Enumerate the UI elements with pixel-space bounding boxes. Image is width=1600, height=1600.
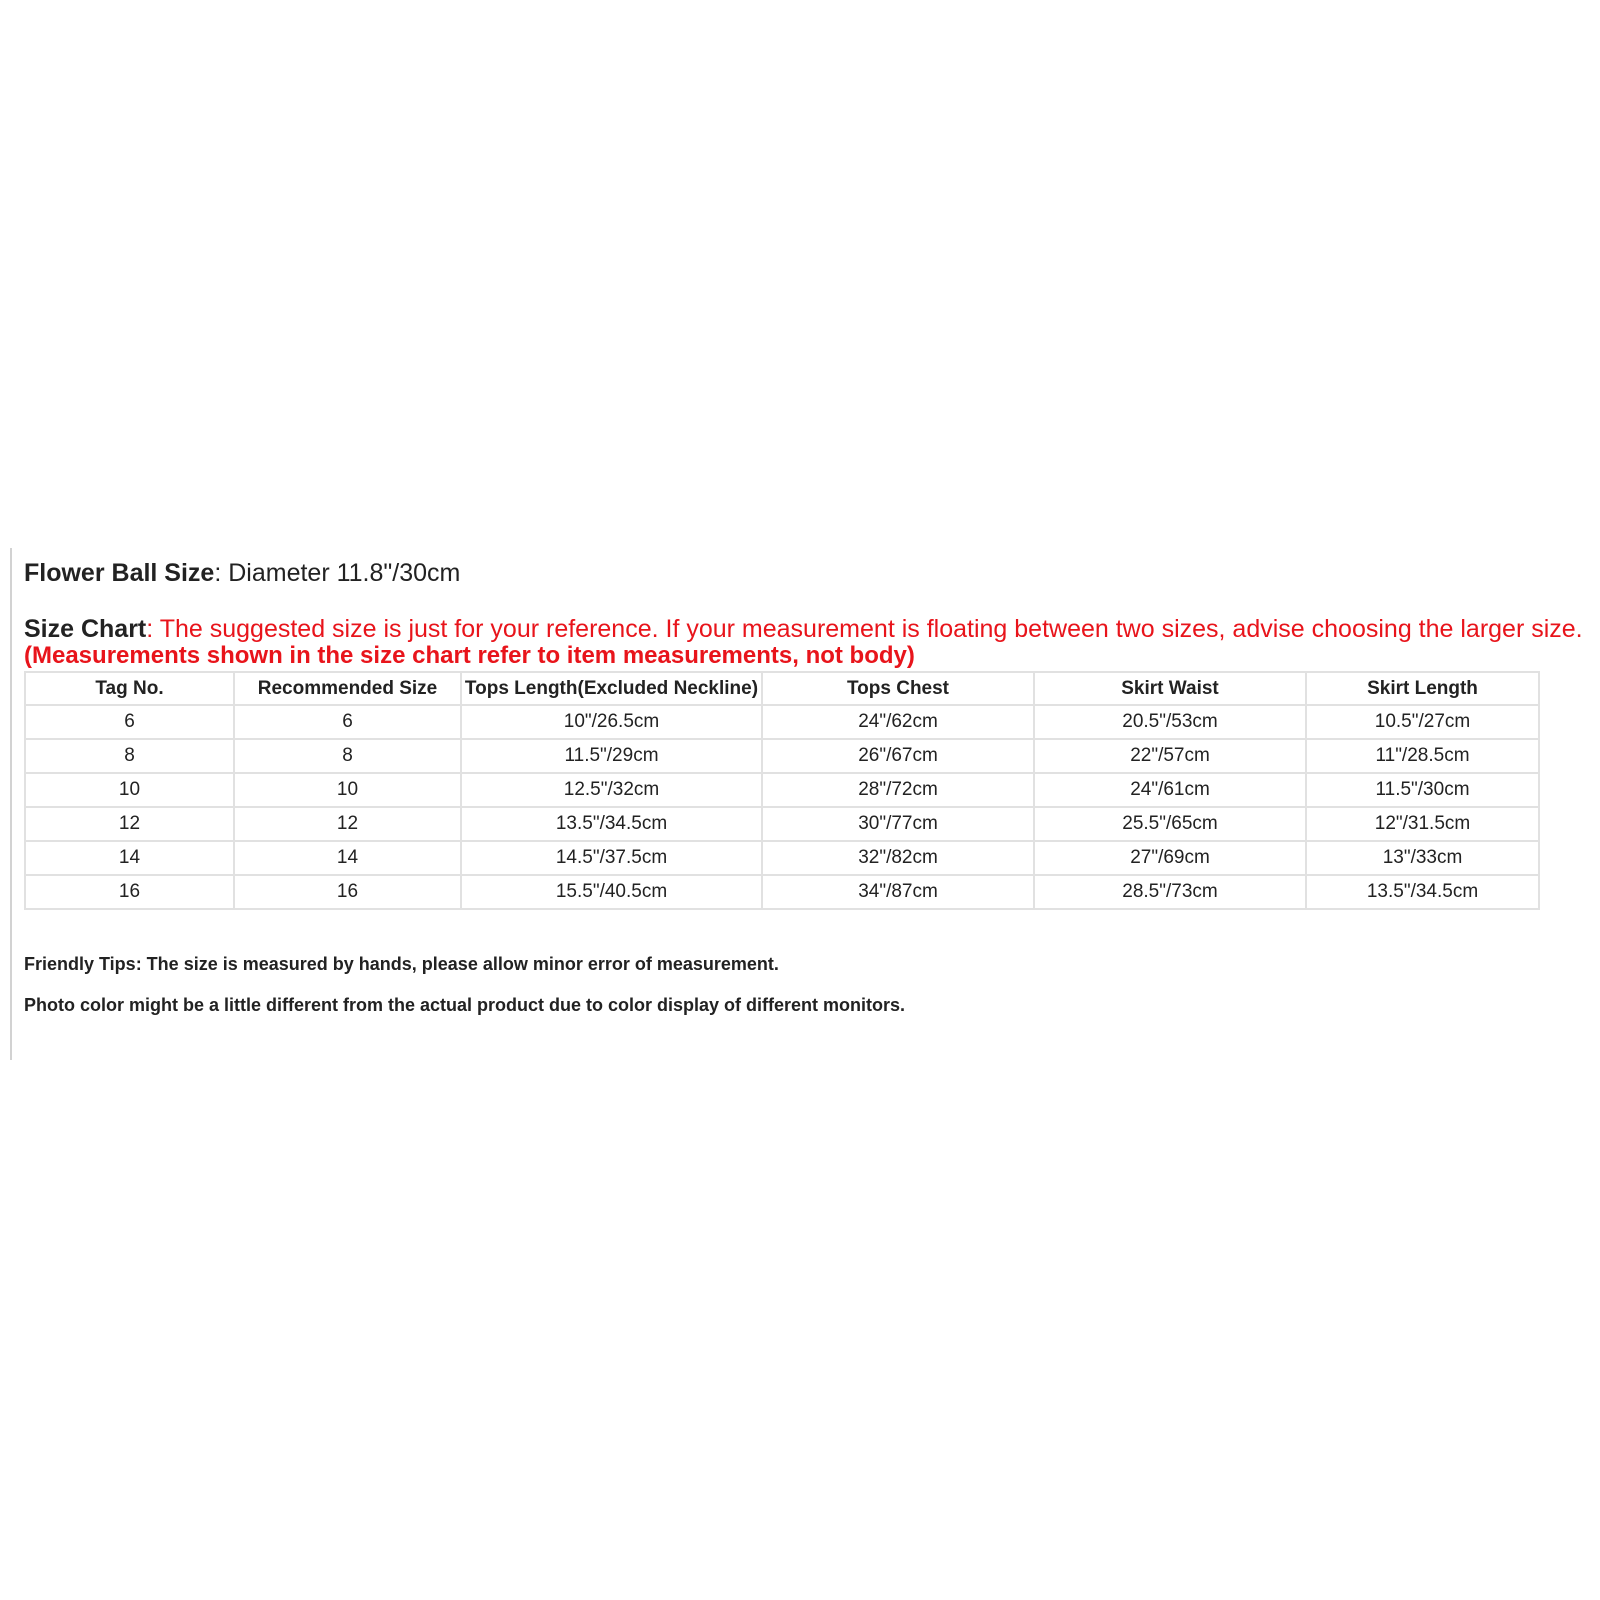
cell-recommended-size: 6 [234,705,461,739]
cell-skirt-length: 13.5"/34.5cm [1306,875,1539,909]
cell-tag-no: 12 [25,807,234,841]
cell-tops-chest: 32"/82cm [762,841,1034,875]
cell-tag-no: 6 [25,705,234,739]
table-row [25,807,1539,841]
cell-skirt-length: 13"/33cm [1306,841,1539,875]
table-row [25,739,1539,773]
flower-ball-size-line [24,558,460,588]
cell-skirt-waist: 20.5"/53cm [1034,705,1306,739]
table-row [25,841,1539,875]
cell-skirt-length: 10.5"/27cm [1306,705,1539,739]
table-row [25,773,1539,807]
cell-skirt-waist: 28.5"/73cm [1034,875,1306,909]
cell-tops-length: 15.5"/40.5cm [461,875,762,909]
table-header-row [25,672,1539,705]
table-row [25,705,1539,739]
header-recommended-size: Recommended Size [234,672,461,705]
table-row [25,875,1539,909]
cell-skirt-length: 11"/28.5cm [1306,739,1539,773]
cell-recommended-size: 12 [234,807,461,841]
size-table [24,671,1540,910]
cell-tops-chest: 30"/77cm [762,807,1034,841]
cell-tag-no: 14 [25,841,234,875]
cell-tops-length: 14.5"/37.5cm [461,841,762,875]
cell-tops-chest: 26"/67cm [762,739,1034,773]
cell-skirt-length: 12"/31.5cm [1306,807,1539,841]
cell-recommended-size: 8 [234,739,461,773]
size-chart-label: Size Chart [24,615,147,643]
cell-skirt-waist: 24"/61cm [1034,773,1306,807]
flower-ball-size-label: Flower Ball Size [24,559,215,587]
photo-color-note: Photo color might be a little different from the actual product due to color display of different monitors. [24,995,906,1015]
cell-recommended-size: 10 [234,773,461,807]
header-skirt-length: Skirt Length [1306,672,1539,705]
cell-skirt-waist: 25.5"/65cm [1034,807,1306,841]
cell-recommended-size: 14 [234,841,461,875]
flower-ball-size-value: : Diameter 11.8"/30cm [214,559,461,587]
size-chart-advice: : The suggested size is just for your reference. If your measurement is floating between two sizes, advise choosing the larger size. [146,615,1583,643]
cell-skirt-waist: 22"/57cm [1034,739,1306,773]
cell-tag-no: 16 [25,875,234,909]
cell-tops-chest: 34"/87cm [762,875,1034,909]
cell-tag-no: 10 [25,773,234,807]
cell-tops-length: 11.5"/29cm [461,739,762,773]
cell-tops-chest: 28"/72cm [762,773,1034,807]
size-info-panel [10,548,1592,1060]
cell-tops-length: 10"/26.5cm [461,705,762,739]
cell-tops-chest: 24"/62cm [762,705,1034,739]
size-chart-note: (Measurements shown in the size chart refer to item measurements, not body) [24,642,915,669]
header-skirt-waist: Skirt Waist [1034,672,1306,705]
cell-recommended-size: 16 [234,875,461,909]
cell-tag-no: 8 [25,739,234,773]
header-tops-chest: Tops Chest [762,672,1034,705]
cell-skirt-length: 11.5"/30cm [1306,773,1539,807]
friendly-tips: Friendly Tips: The size is measured by hands, please allow minor error of measurement. [24,954,779,974]
cell-tops-length: 13.5"/34.5cm [461,807,762,841]
header-tag-no: Tag No. [25,672,234,705]
cell-skirt-waist: 27"/69cm [1034,841,1306,875]
header-tops-length: Tops Length(Excluded Neckline) [461,672,762,705]
size-chart-line [24,614,1583,644]
cell-tops-length: 12.5"/32cm [461,773,762,807]
